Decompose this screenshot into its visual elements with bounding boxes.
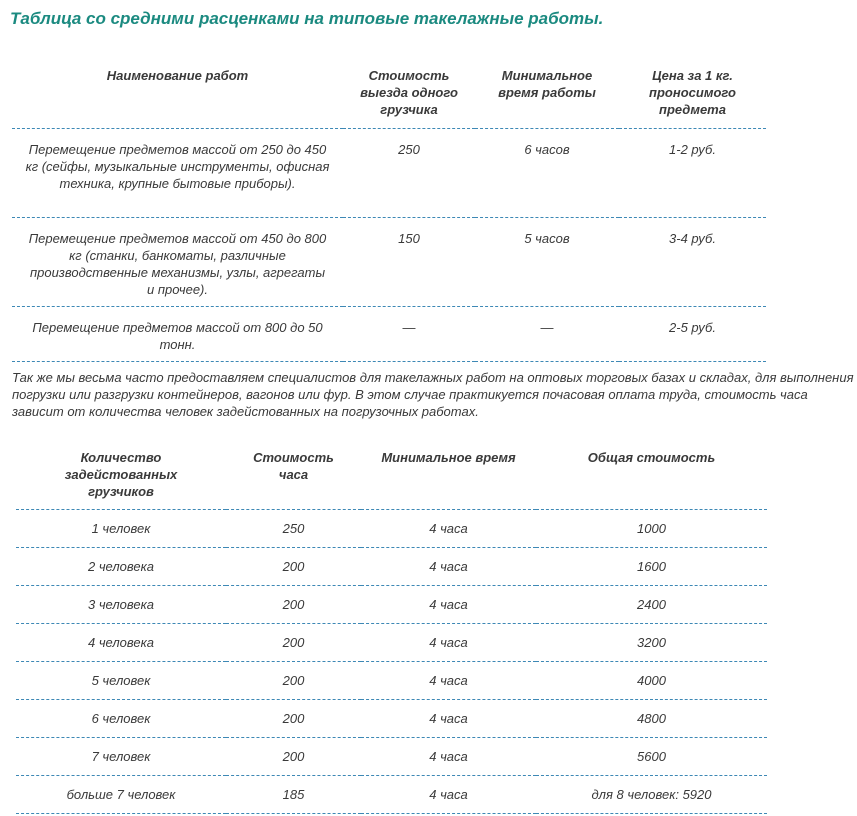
table-row [16,662,767,700]
cell-min-time: 4 часа [361,586,536,624]
cell-work-name: Перемещение предметов массой от 450 до 800 кг (станки, банкоматы, различные производственные механизмы, узлы, агрегаты и прочее). [12,218,343,307]
cell-price-per-kg: 3-4 руб. [619,218,766,307]
cell-hour-cost: 200 [226,700,361,738]
table-row [16,510,767,548]
header-price-per-kg: Цена за 1 кг. проносимого предмета [619,67,766,129]
table-row [16,738,767,776]
cell-min-time: — [475,307,619,362]
cell-total-cost: 2400 [536,586,767,624]
header-min-time: Минимальное время работы [475,67,619,129]
cell-hour-cost: 250 [226,510,361,548]
header-total-cost: Общая стоимость [536,449,767,510]
cell-min-time: 4 часа [361,776,536,814]
cell-loader-cost: 250 [343,129,475,218]
cell-price-per-kg: 2-5 руб. [619,307,766,362]
cell-min-time: 4 часа [361,700,536,738]
table-row [16,548,767,586]
header-hour-cost: Стоимость часа [226,449,361,510]
cell-hour-cost: 200 [226,586,361,624]
cell-min-time: 5 часов [475,218,619,307]
cell-total-cost: 4800 [536,700,767,738]
cell-min-time: 4 часа [361,738,536,776]
cell-loader-cost: — [343,307,475,362]
table-header-row [16,449,767,510]
table-row [16,624,767,662]
cell-total-cost: 3200 [536,624,767,662]
cell-total-cost: 1600 [536,548,767,586]
header-loader-count: Количество задейстованных грузчиков [16,449,226,510]
cell-hour-cost: 185 [226,776,361,814]
cell-hour-cost: 200 [226,738,361,776]
cell-loader-cost: 150 [343,218,475,307]
cell-loader-count: 5 человек [16,662,226,700]
table-row [12,129,766,218]
cell-loader-count: 7 человек [16,738,226,776]
cell-work-name: Перемещение предметов массой от 250 до 450 кг (сейфы, музыкальные инструменты, офисная техника, крупные бытовые приборы). [12,129,343,218]
table-row [16,776,767,814]
cell-loader-count: 1 человек [16,510,226,548]
cell-price-per-kg: 1-2 руб. [619,129,766,218]
rates-table [12,67,766,362]
cell-loader-count: 3 человека [16,586,226,624]
hourly-rates-table [16,449,767,814]
header-min-time: Минимальное время [361,449,536,510]
cell-min-time: 6 часов [475,129,619,218]
header-work-name: Наименование работ [12,67,343,129]
cell-loader-count: 4 человека [16,624,226,662]
cell-hour-cost: 200 [226,624,361,662]
cell-hour-cost: 200 [226,662,361,700]
header-loader-cost: Стоимость выезда одного грузчика [343,67,475,129]
table-row [16,700,767,738]
cell-total-cost: 1000 [536,510,767,548]
cell-min-time: 4 часа [361,548,536,586]
table-row [12,307,766,362]
cell-total-cost: для 8 человек: 5920 [536,776,767,814]
cell-work-name: Перемещение предметов массой от 800 до 50 тонн. [12,307,343,362]
table-row [12,218,766,307]
cell-loader-count: 6 человек [16,700,226,738]
cell-loader-count: больше 7 человек [16,776,226,814]
cell-total-cost: 4000 [536,662,767,700]
cell-hour-cost: 200 [226,548,361,586]
hourly-payment-note: Так же мы весьма часто предоставляем специалистов для такелажных работ на оптовых торговых базах и складах, для выполнения погрузки или разгрузки контейнеров, вагонов или фур. В этом случае практикуется почасовая оплата труда, стоимость часа зависит от количества человек задейстованных на погрузочных работах. [12,370,854,419]
table-header-row [12,67,766,129]
page-title: Таблица со средними расценками на типовые такелажные работы. [10,9,604,28]
cell-total-cost: 5600 [536,738,767,776]
cell-min-time: 4 часа [361,624,536,662]
cell-min-time: 4 часа [361,662,536,700]
table-row [16,586,767,624]
cell-min-time: 4 часа [361,510,536,548]
cell-loader-count: 2 человека [16,548,226,586]
